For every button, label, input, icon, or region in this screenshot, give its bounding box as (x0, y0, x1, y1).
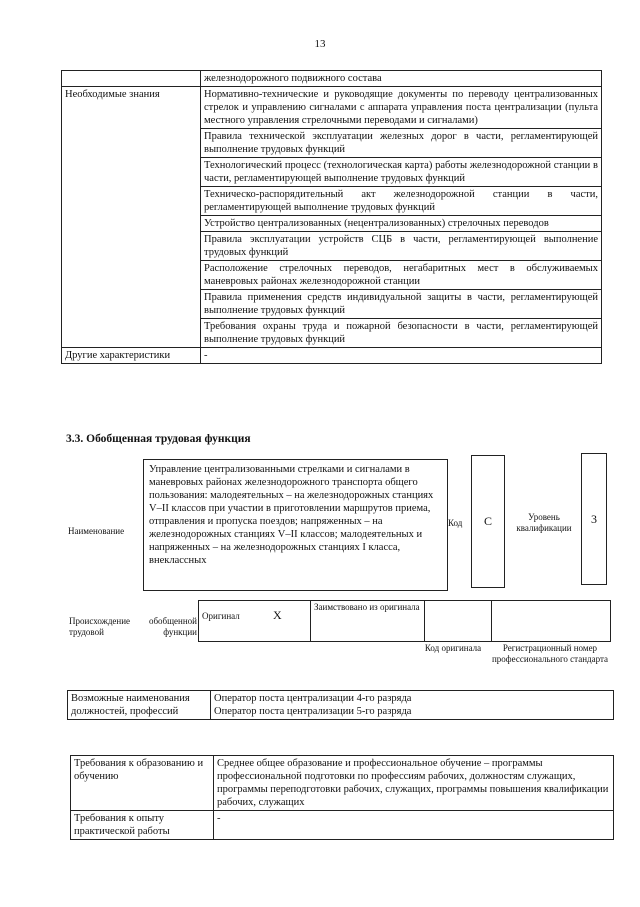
reg-number-cell (492, 601, 611, 642)
borrowed-label: Заимствовано из оригинала (311, 601, 425, 642)
original-label: Оригинал (199, 601, 271, 642)
section-title: 3.3. Обобщенная трудовая функция (66, 433, 251, 445)
requirement-label: Требования к образованию и обучению (71, 756, 214, 811)
table-row (71, 811, 614, 840)
original-mark: X (270, 601, 311, 642)
code-value: C (471, 455, 505, 588)
row-label: Необходимые знания (62, 87, 201, 348)
requirements-table (70, 755, 614, 840)
table-row (62, 87, 602, 129)
table-cell: Правила технической эксплуатации железных дорог в части, регламентирующей выполнение трудовых функций (201, 129, 602, 158)
requirement-text: - (214, 811, 614, 840)
original-code-cell (425, 601, 492, 642)
table-cell: Расположение стрелочных переводов, негабаритных мест в обслуживаемых маневровых районах железнодорожной станции (201, 261, 602, 290)
table-cell: Устройство централизованных (нецентрализованных) стрелочных переводов (201, 216, 602, 232)
table-cell: Технологический процесс (технологическая карта) работы железнодорожной станции в части, регламентирующей выполнение трудовых функций (201, 158, 602, 187)
positions-label: Возможные наименования должностей, профессий (68, 691, 211, 720)
table-row (62, 348, 602, 364)
list-item: Оператор поста централизации 4-го разряда (214, 693, 412, 704)
page-number: 13 (314, 38, 326, 50)
row-label (62, 71, 201, 87)
table-cell: железнодорожного подвижного состава (201, 71, 602, 87)
list-item: Оператор поста централизации 5-го разряда (214, 706, 412, 717)
code-caption: Код оригинала (424, 643, 482, 653)
positions-table (67, 690, 614, 720)
origin-table (198, 600, 611, 642)
positions-list (211, 691, 614, 720)
code-label: Код (448, 518, 463, 528)
table-cell: - (201, 348, 602, 364)
table-cell: Правила применения средств индивидуальной защиты в части, регламентирующей выполнение трудовых функций (201, 290, 602, 319)
requirement-text: Среднее общее образование и профессиональное обучение – программы профессиональной подготовки по профессиям рабочих, должностям служащих, программы переподготовки рабочих, служащих, программы повышения квалификации рабочих, служащих (214, 756, 614, 811)
table-row (71, 756, 614, 811)
table-cell: Нормативно-технические и руководящие документы по переводу централизованных стрелок и управлению сигналами с аппарата управления поста централизации (пульта местного управления стрелочными переводами и сигналами) (201, 87, 602, 129)
table-cell: Техническо-распорядительный акт железнодорожной станции в части, регламентирующей выполнение трудовых функций (201, 187, 602, 216)
gtf-name-box: Управление централизованными стрелками и сигналами в маневровых районах железнодорожного транспорта общего пользования: малодеятельных – на железнодорожных станциях V–II классов при участии в приготовлении маршрутов приема, отправления и пропуска поездов; напряженных – на железнодорожных станциях V–II классов; малодеятельных и напряженных – на железнодорожных станциях I класса, внеклассных (143, 459, 448, 591)
level-value: 3 (581, 453, 607, 585)
table-cell: Требования охраны труда и пожарной безопасности в части, регламентирующей выполнение трудовых функций (201, 319, 602, 348)
table-cell: Правила эксплуатации устройств СЦБ в части, регламентирующей выполнение трудовых функций (201, 232, 602, 261)
level-label: Уровень квалификации (516, 512, 572, 533)
row-label: Другие характеристики (62, 348, 201, 364)
table-row (68, 691, 614, 720)
origin-label: Происхождение обобщенной трудовой функции (69, 616, 197, 637)
knowledge-table (61, 70, 602, 364)
reg-caption: Регистрационный номер профессионального стандарта (491, 643, 609, 664)
name-label: Наименование (68, 526, 125, 536)
table-row (199, 601, 611, 642)
table-row (62, 71, 602, 87)
requirement-label: Требования к опыту практической работы (71, 811, 214, 840)
